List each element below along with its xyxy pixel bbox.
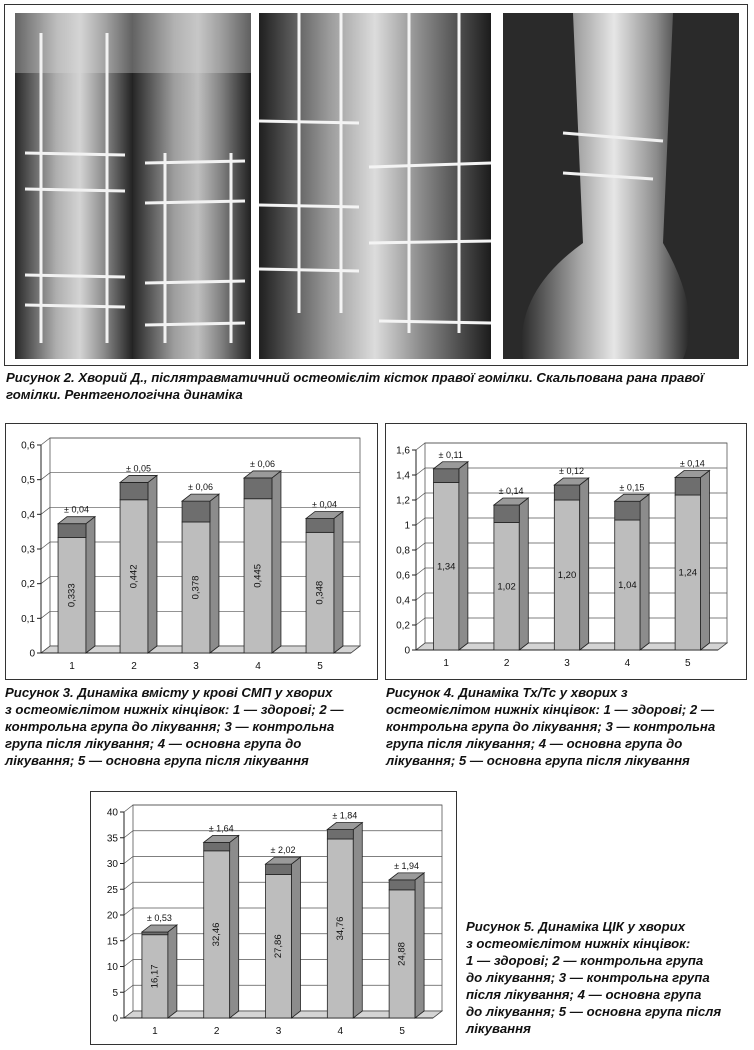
figure5-x-tick-label: 4 [337,1026,344,1037]
figure3-error-label: ± 0,05 [126,463,151,474]
xray-image-right [503,13,739,359]
figure3-y-tick-label: 0,2 [21,579,35,591]
figure5-error-cap [142,932,168,935]
figure3-error-cap [182,501,210,522]
figure5-y-tick-label: 10 [106,962,118,973]
figure4-bar-side [519,498,528,650]
figure4-error-label: ± 0,14 [498,486,524,496]
figure3-chart [6,424,377,679]
figure5-caption-line-5: після лікування; 4 — основна група [466,987,702,1002]
figure4-y-tick-label: 0,4 [396,595,410,607]
figure5-y-tick-label: 30 [106,859,118,870]
figure4-error-cap [434,469,459,483]
figure4-x-tick-label: 4 [624,658,631,669]
figure3-caption [5,684,380,769]
figure4-caption-line-3: контрольна група до лікування; 3 — контрольна [386,719,716,734]
figure5-caption-line-7: лікування [466,1021,531,1036]
figure4-caption [386,684,752,769]
figure4-x-tick-label: 3 [564,658,570,669]
figure5-error-label: ± 2,02 [270,845,296,856]
figure4-value-label: 1,04 [618,580,637,591]
figure5-error-cap [266,864,292,874]
figure5-y-tick-label: 25 [106,884,118,896]
figure3-caption-line-5: лікування; 5 — основна група після лікування [5,753,309,768]
figure3-caption-line-1: Рисунок 3. Динаміка вмісту у крові СМП у хворих [5,685,333,700]
figure4-error-label: ± 0,12 [559,466,584,476]
figure4-bar-side [459,462,468,650]
figure5-error-label: ± 0,53 [146,912,172,923]
figure3-x-tick-label: 2 [131,661,137,672]
figure4-error-label: ± 0,14 [679,458,705,469]
figure5-value-label: 27,86 [273,934,285,959]
figure4-y-tick-label: 1 [404,520,410,532]
figure3-error-label: ± 0,06 [188,482,213,493]
figure3-error-cap [244,478,272,499]
figure3-y-tick-label: 0,1 [21,613,35,625]
figure5-y-tick-label: 40 [106,807,118,819]
figure3-error-cap [58,524,86,538]
figure5-y-tick-label: 15 [106,936,118,948]
figure4-value-label: 1,20 [557,570,577,581]
figure3-caption-line-4: група після лікування; 4 — основна група до [5,736,302,751]
figure5-bar-side [291,857,300,1018]
figure5-caption-line-1: Рисунок 5. Динаміка ЦІК у хворих [466,919,686,934]
figure3-x-tick-label: 4 [255,661,261,672]
figure4-error-cap [554,485,579,500]
figure5-caption-line-3: 1 — здорові; 2 — контрольна група [466,953,704,968]
figure5-y-tick-label: 20 [106,910,118,922]
figure5-y-tick-label: 5 [112,987,118,999]
figure3-y-tick-label: 0,6 [21,440,35,452]
figure4-y-tick-label: 0,8 [396,545,410,557]
figure4-caption-line-1: Рисунок 4. Динаміка Тх/Тс у хворих з [386,685,628,700]
figure5-y-tick-label: 35 [106,833,118,845]
figure3-bar-side [272,471,281,653]
figure3-y-tick-label: 0,5 [21,475,35,487]
figure4-caption-line-2: остеомієлітом нижніх кінцівок: 1 — здорові; 2 — [386,702,715,717]
figure5-error-cap [389,880,415,890]
figure5-y-tick-label: 0 [112,1013,118,1025]
figure3-caption-line-3: контрольна група до лікування; 3 — контрольна [5,719,335,734]
figure5-error-label: ± 1,94 [394,860,420,871]
figure3-error-cap [120,482,148,499]
figure4-x-tick-label: 1 [443,658,449,669]
figure5-x-tick-label: 2 [213,1026,220,1037]
figure5-bar-side [230,835,239,1018]
figure4-error-cap [675,478,700,496]
figure2-radiograph-panel [4,4,748,366]
figure4-y-tick-label: 1,4 [396,470,410,482]
figure5-value-label: 16,17 [149,964,161,989]
figure5-bar-side [415,873,424,1018]
figure3-bar-side [148,475,157,653]
figure4-caption-line-4: група після лікування; 4 — основна група до [386,736,683,751]
figure5-value-label: 24,88 [396,942,408,966]
figure5-bar-side [353,823,362,1018]
figure5-error-label: ± 1,84 [332,810,358,821]
figure3-error-label: ± 0,04 [64,504,89,515]
figure3-error-label: ± 0,06 [250,458,275,469]
figure4-error-cap [615,501,640,520]
figure5-x-tick-label: 1 [152,1026,158,1037]
figure3-y-tick-label: 0,4 [21,509,35,521]
figure4-y-tick-label: 1,2 [396,495,410,507]
figure5-error-cap [327,830,353,839]
figure4-x-tick-label: 5 [685,658,691,669]
figure4-x-tick-label: 2 [503,658,510,669]
figure3-bar-side [210,494,219,653]
figure3-value-label: 0,442 [128,564,140,589]
figure3-value-label: 0,378 [190,575,202,600]
figure3-error-label: ± 0,04 [312,499,337,510]
figure5-caption [466,918,750,1037]
figure4-error-label: ± 0,15 [619,482,645,493]
xray-image-middle [259,13,491,359]
figure3-y-tick-label: 0,3 [21,544,35,556]
figure4-y-tick-label: 0,2 [396,620,410,632]
xray-image-left [15,13,251,359]
figure3-y-tick-label: 0 [29,648,35,660]
figure2-caption: Рисунок 2. Хворий Д., післятравматичний остеомієліт кісток правої гомілки. Скальпована рана правої гомілки. Рентгенологічна динаміка [6,370,704,402]
figure3-value-label: 0,445 [252,563,264,588]
figure3-bar-side [334,511,343,653]
figure4-chart-box [385,423,747,680]
figure4-error-cap [494,505,519,523]
figure5-chart-box [90,791,457,1045]
figure3-chart-box [5,423,378,680]
figure5-error-cap [204,842,230,850]
figure5-caption-line-2: з остеомієлітом нижніх кінцівок: [466,936,691,951]
figure5-error-label: ± 1,64 [208,823,234,834]
figure4-value-label: 1,34 [436,561,456,573]
figure5-x-tick-label: 5 [399,1026,405,1037]
figure5-value-label: 34,76 [334,916,346,941]
figure3-value-label: 0,348 [314,580,326,605]
figure3-x-tick-label: 3 [193,661,199,672]
figure5-bar-side [168,925,177,1018]
figure4-error-label: ± 0,11 [438,449,463,460]
figure4-bar-side [580,478,589,650]
figure4-value-label: 1,02 [497,581,516,593]
figure3-caption-line-2: з остеомієлітом нижніх кінцівок: 1 — здорові; 2 — [5,702,344,717]
figure3-x-tick-label: 5 [317,661,323,672]
figure4-chart [386,424,746,679]
figure3-x-tick-label: 1 [69,661,75,672]
figure5-caption-line-6: до лікування; 5 — основна група після [466,1004,722,1019]
figure4-y-tick-label: 1,6 [396,445,410,457]
figure3-value-label: 0,333 [66,583,78,608]
figure5-value-label: 32,46 [211,922,223,947]
figure4-bar-side [640,494,649,650]
figure4-bar-side [700,471,709,651]
figure3-bar-side [86,517,95,653]
figure5-caption-line-4: до лікування; 3 — контрольна група [466,970,710,985]
figure4-y-tick-label: 0,6 [396,570,410,582]
figure5-x-tick-label: 3 [275,1026,282,1037]
figure4-value-label: 1,24 [678,567,698,579]
figure3-error-cap [306,518,334,532]
figure4-caption-line-5: лікування; 5 — основна група після лікування [386,753,690,768]
figure4-y-tick-label: 0 [404,645,410,657]
figure5-chart [91,792,456,1044]
